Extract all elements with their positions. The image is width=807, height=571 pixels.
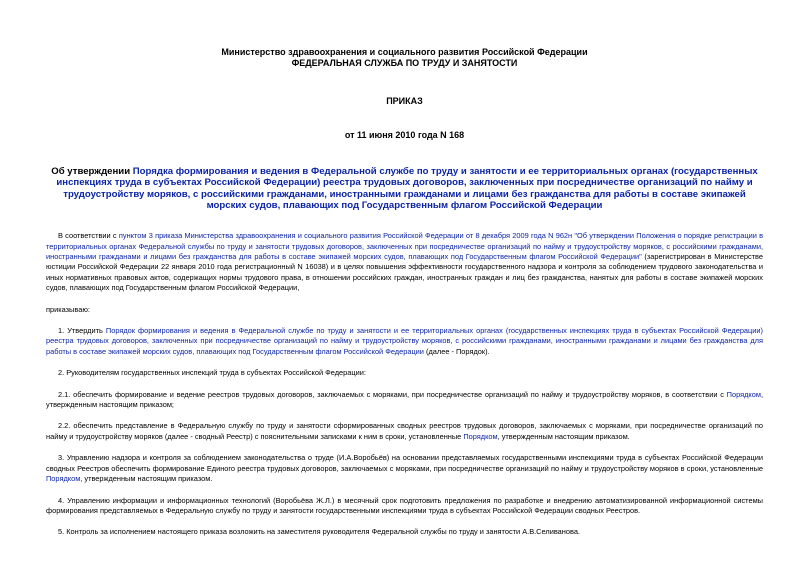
item-5: 5. Контроль за исполнением настоящего приказа возложить на заместителя руководителя Федеральной службы по труду и занятости А.В.Селиванова. [58,527,580,537]
item-3-link[interactable]: Порядком [46,474,81,484]
title-prefix: Об утверждении [51,166,133,177]
document-title [46,166,763,211]
item-2-1-text: 2.1. обеспечить формирование и ведение реестров трудовых договоров, заключаемых с моряками, при посредничестве организаций по найму и трудоустройству моряков, в соответствии с [58,389,727,399]
document-date-number: от 11 июня 2010 года N 168 [344,130,465,140]
document-type: ПРИКАЗ [386,96,423,106]
ministry-name: Министерство здравоохранения и социального развития Российской Федерации [221,47,588,57]
item-2-2 [46,421,763,442]
item-3 [46,453,763,484]
preamble-text-1: В соответствии с [58,231,119,241]
item-2: 2. Руководителям государственных инспекций труда в субъектах Российской Федерации: [58,368,366,378]
service-name: ФЕДЕРАЛЬНАЯ СЛУЖБА ПО ТРУДУ И ЗАНЯТОСТИ [291,58,518,68]
item-1-suffix: (далее - Порядок). [423,346,490,356]
item-2-2-suffix: , утвержденным настоящим приказом. [497,431,630,441]
item-1-prefix: 1. Утвердить [58,326,106,336]
item-3-text: 3. Управлению надзора и контроля за соблюдением законодательства о труде (И.А.Воробьёв) на основании представляемых государственными инспекциями труда в субъектах Российской Федерации сводных Реестров обеспечить формирование Единого реестра трудовых договоров, заключаемых с моряками, при посредничестве организаций по найму и трудоустройству моряков в сроки, установленные [46,453,763,473]
item-2-2-link[interactable]: Порядком [463,431,498,441]
item-1-link[interactable]: Порядок формирования и ведения в Федеральной службе по труду и занятости и ее территориальных органах (государственных инспекциях труда в субъектах Российской Федерации) реестра трудовых договоров, заключенных при посредничестве организаций по найму и трудоустройству моряков, с российскими гражданами, иностранными гражданами и лицами без гражданства для работы в составе экипажей морских судов, плавающих под Государственным флагом Российской Федерации [46,326,763,356]
item-1 [46,326,763,357]
item-3-suffix: , утвержденным настоящим приказом. [80,474,213,484]
preamble-link[interactable]: пунктом 3 приказа Министерства здравоохранения и социального развития Российской Федерации от 8 декабря 2009 года N 962н "Об утверждении Положения о порядке регистрации в территориальных органах Федеральной службы по труду и занятости трудовых договоров, заключенных при посредничестве организаций по найму и трудоустройству моряков, с российскими гражданами, иностранными гражданами и лицами без гражданства для работы в составе экипажей морских судов, плавающих под Государственным флагом Российской Федерации" [46,231,763,261]
title-link[interactable]: Порядка формирования и ведения в Федеральной службе по труду и занятости и ее территориальных органах (государственных инспекциях труда в субъектах Российской Федерации) реестра трудовых договоров, заключенных при посредничестве организаций по найму и трудоустройству моряков, с российскими гражданами, иностранными гражданами и лицами без гражданства для работы в составе экипажей морских судов, плавающих под Государственным флагом Российской Федерации [56,166,758,211]
preamble-text-2: (зарегистрирован в Министерстве юстиции Российской Федерации 22 января 2010 года регистрационный N 16038) и в целях повышения эффективности государственного надзора и контроля за соблюдением трудового законодательства и иных нормативных правовых актов, содержащих нормы трудового права, в отношении российских граждан, иностранных граждан и лиц без гражданства, нанятых для работы в составе экипажей морских судов, плавающих под Государственным флагом Российской Федерации, [46,252,763,293]
item-2-1-link[interactable]: Порядком [726,389,761,399]
item-2-2-text: 2.2. обеспечить представление в Федеральную службу по труду и занятости сформированных сводных реестров трудовых договоров, заключаемых с моряками, при посредничестве организаций по найму и трудоустройству моряков (далее - сводный Реестр) с пояснительными записками к ним в сроки, установленные [46,421,763,441]
item-4: 4. Управлению информации и информационных технологий (Воробьёва Ж.Л.) в месячный срок подготовить предложения по разработке и внедрению автоматизированной информационной системы формирования представляемых в Федеральную службу по труду и занятости государственными инспекциями труда в субъектах Российской Федерации сводных Реестров. [46,495,763,515]
document-body [46,231,763,538]
preamble-paragraph [46,231,763,293]
item-2-1-suffix: , утвержденным настоящим приказом; [46,389,763,410]
orders-label: приказываю: [46,304,90,314]
item-2-1 [46,390,763,411]
